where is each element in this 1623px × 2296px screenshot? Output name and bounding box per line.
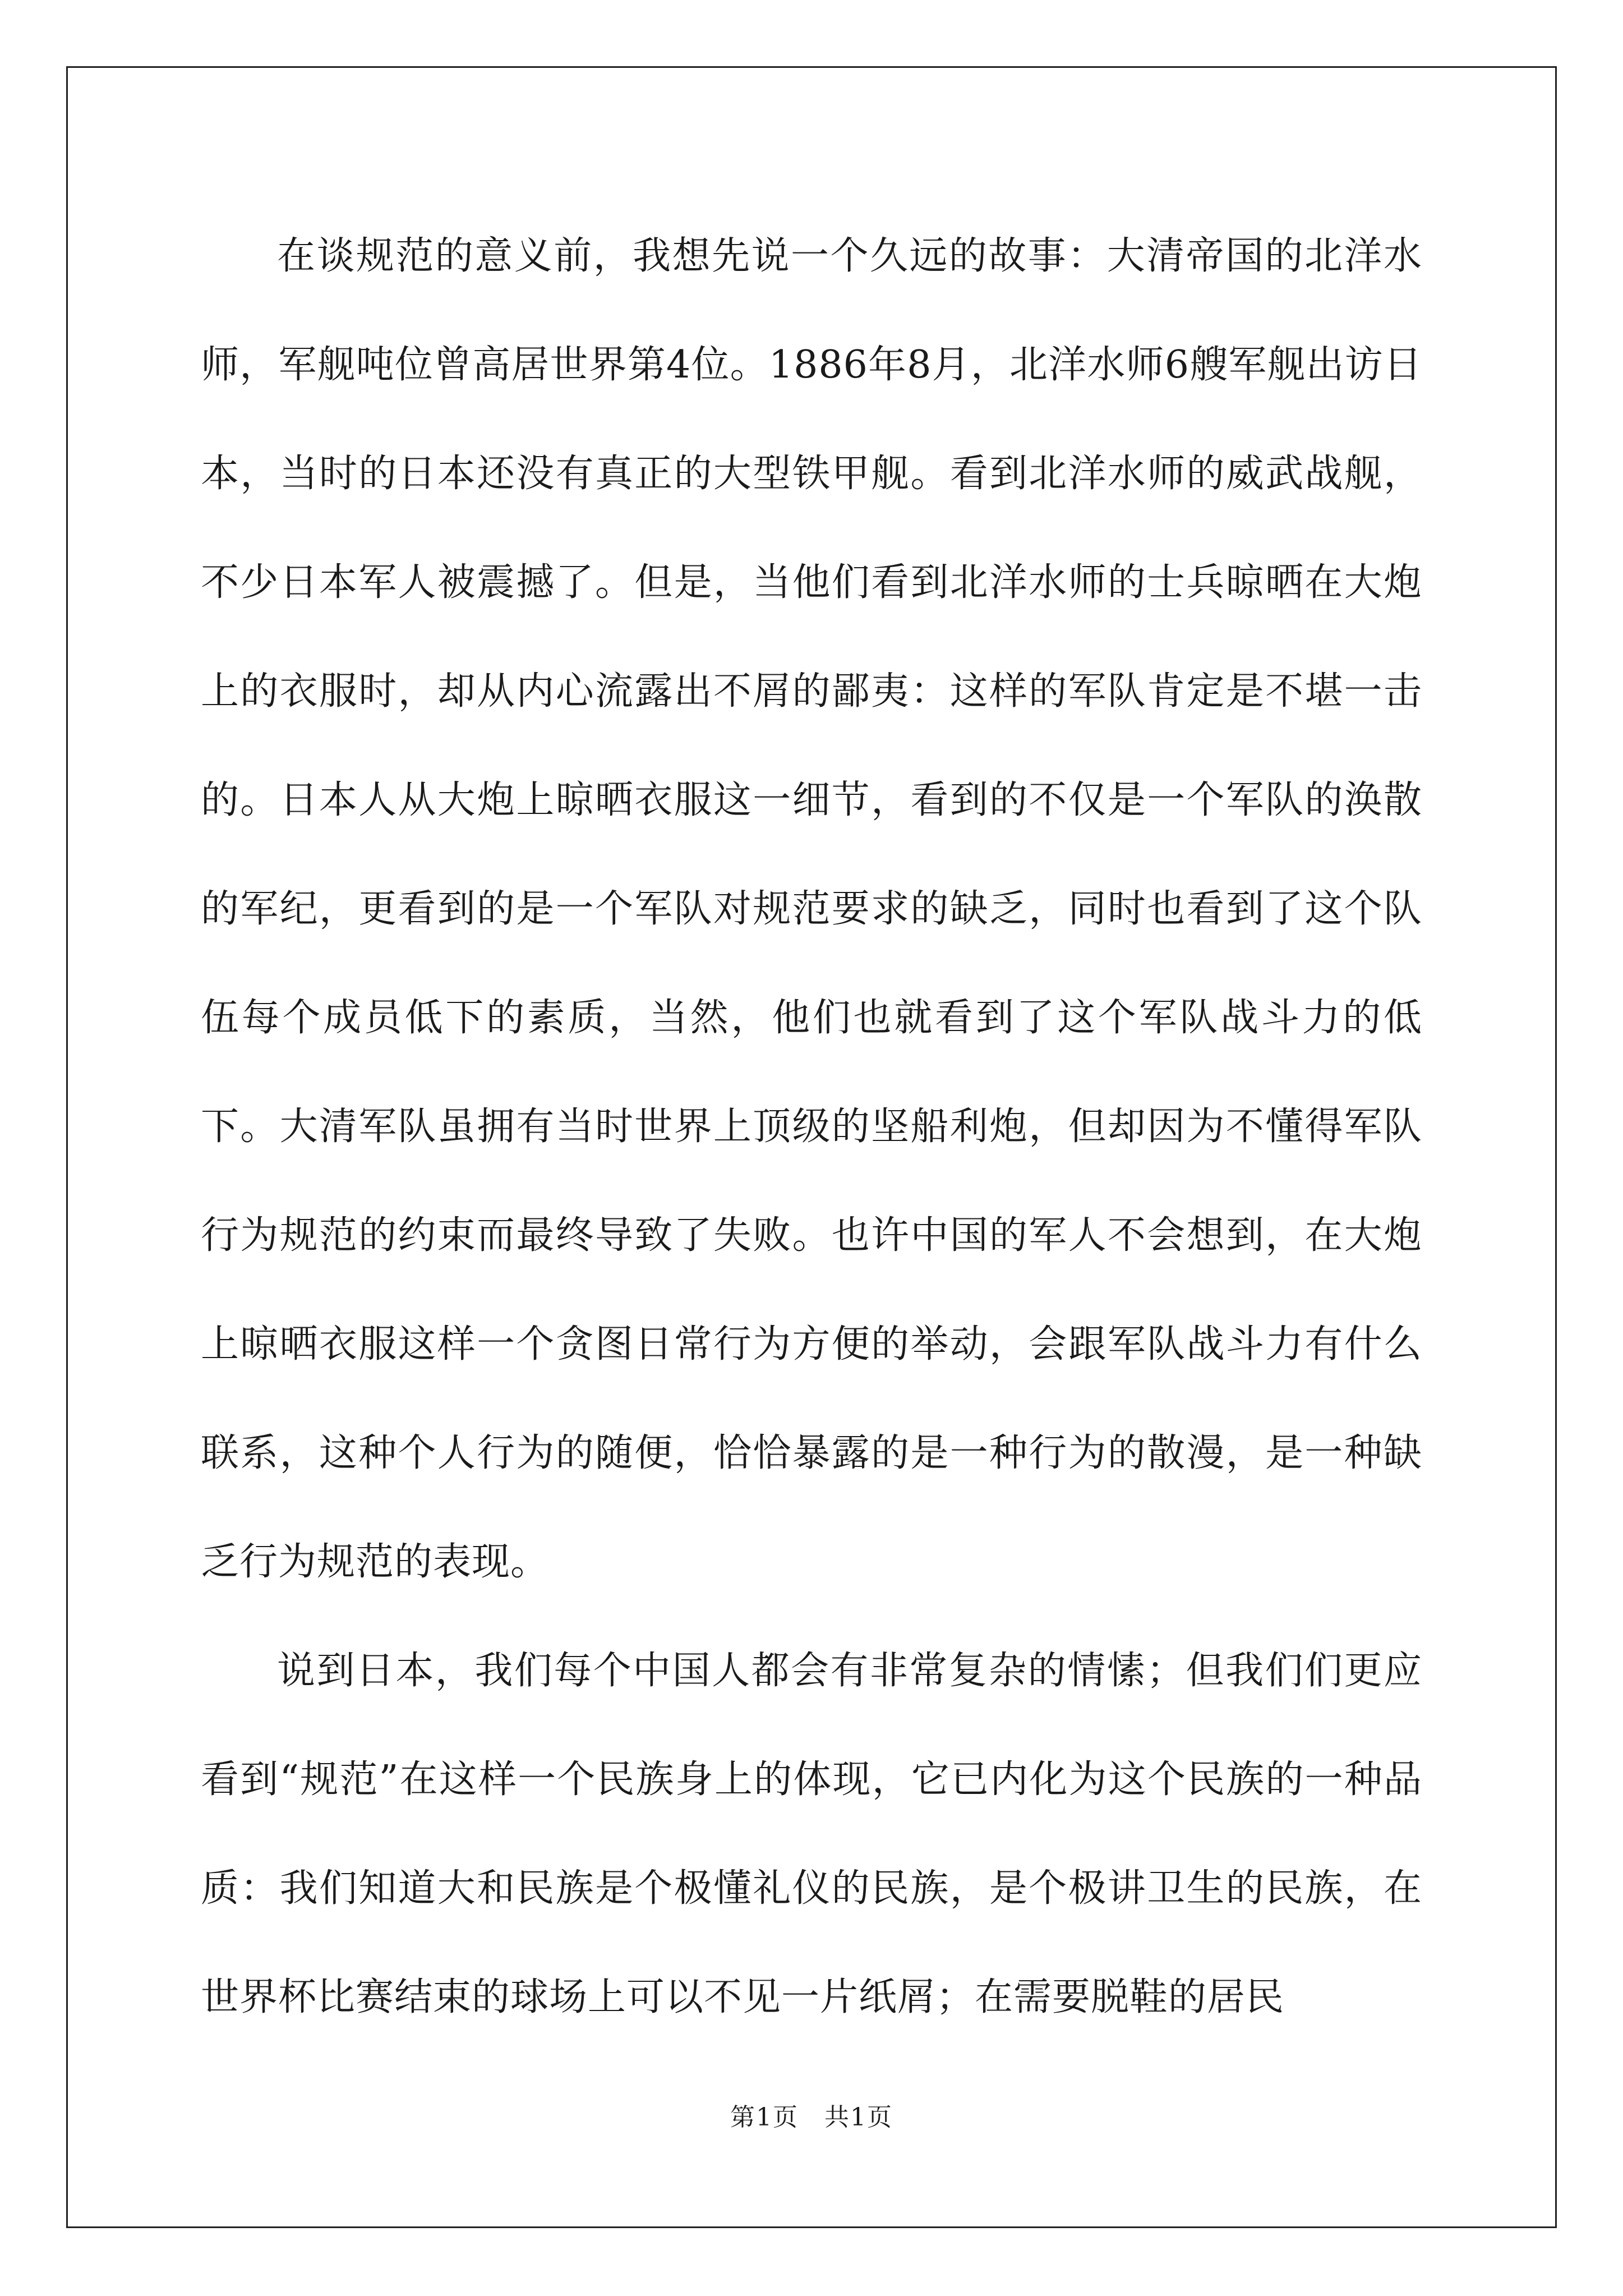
document-body: [201, 202, 1422, 2052]
page-number-footer: 第1页 共1页: [730, 2103, 893, 2132]
paragraph-1: 在谈规范的意义前，我想先说一个久远的故事：大清帝国的北洋水师，军舰吨位曾高居世界第4位。1886年8月，北洋水师6艘军舰出访日本，当时的日本还没有真正的大型铁甲舰。看到北洋水师的威武战舰，不少日本军人被震撼了。但是，当他们看到北洋水师的士兵晾晒在大炮上的衣服时，却从内心流露出不屑的鄙夷：这样的军队肯定是不堪一击的。日本人从大炮上晾晒衣服这一细节，看到的不仅是一个军队的涣散的军纪，更看到的是一个军队对规范要求的缺乏，同时也看到了这个队伍每个成员低下的素质，当然，他们也就看到了这个军队战斗力的低下。大清军队虽拥有当时世界上顶级的坚船利炮，但却因为不懂得军队行为规范的约束而最终导致了失败。也许中国的军人不会想到，在大炮上晾晒衣服这样一个贪图日常行为方便的举动，会跟军队战斗力有什么联系，这种个人行为的随便，恰恰暴露的是一种行为的散漫，是一种缺乏行为规范的表现。: [201, 234, 1422, 1584]
paragraph-2: 说到日本，我们每个中国人都会有非常复杂的情愫；但我们们更应看到“规范”在这样一个民族身上的体现，它已内化为这个民族的一种品质：我们知道大和民族是个极懂礼仪的民族，是个极讲卫生的民族，在世界杯比赛结束的球场上可以不见一片纸屑；在需要脱鞋的居民: [201, 1649, 1422, 2019]
